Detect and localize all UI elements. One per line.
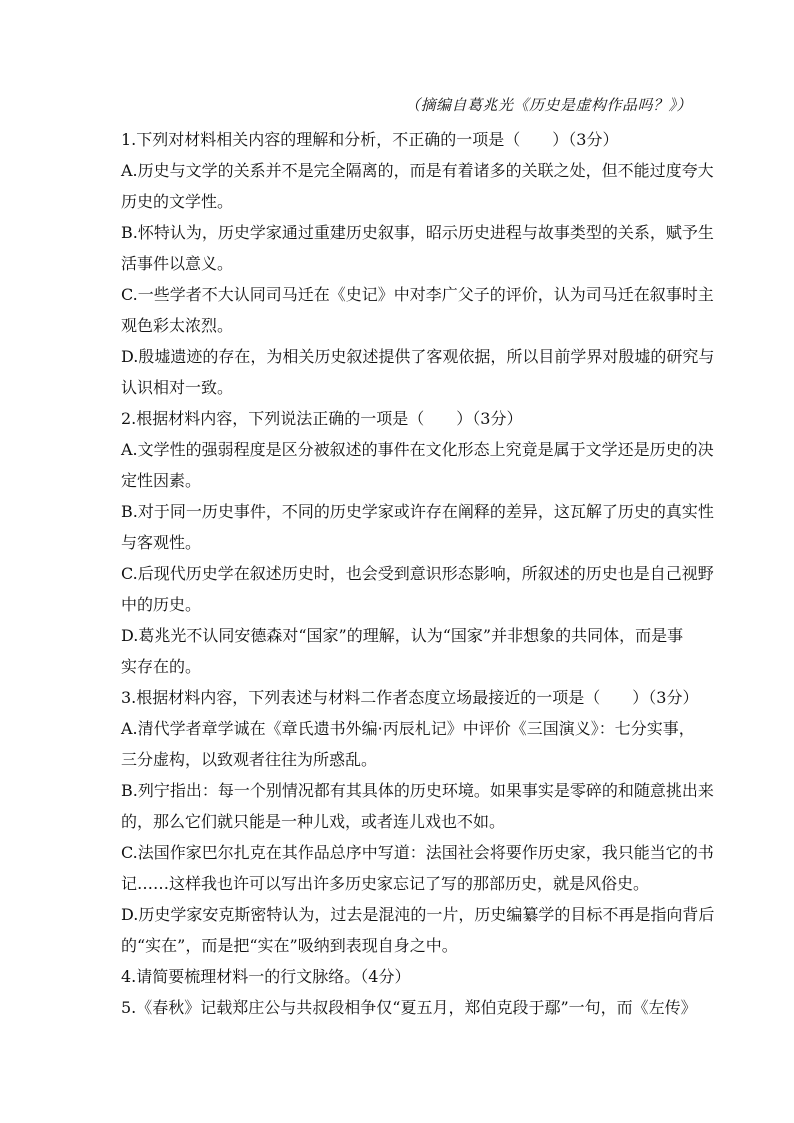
text-line: 5.《春秋》记载郑庄公与共叔段相争仅“夏五月，郑伯克段于鄢”一句，而《左传》 xyxy=(121,998,697,1017)
text-line: 中的历史。 xyxy=(121,595,202,614)
text-line: 三分虚构，以致观者往往为所惑乱。 xyxy=(121,750,378,769)
text-line: D.历史学家安克斯密特认为，过去是混沌的一片，历史编纂学的目标不再是指向背后 xyxy=(121,905,715,924)
text-line: 观色彩太浓烈。 xyxy=(121,316,234,335)
text-line: 历史的文学性。 xyxy=(121,192,234,211)
text-line: 4.请简要梳理材料一的行文脉络。（4分） xyxy=(121,967,411,986)
text-line: A.历史与文学的关系并不是完全隔离的，而是有着诸多的关联之处，但不能过度夸大 xyxy=(121,161,714,180)
source-attribution: （摘编自葛兆光《历史是虚构作品吗？》） xyxy=(404,96,692,114)
text-line: 认识相对一致。 xyxy=(121,378,234,397)
text-line: 2.根据材料内容，下列说法正确的一项是（ ）（3分） xyxy=(121,409,523,428)
text-line: 的，那么它们就只能是一种儿戏，或者连儿戏也不如。 xyxy=(121,812,506,831)
text-line: B.列宁指出：每一个别情况都有其具体的历史环境。如果事实是零碎的和随意挑出来 xyxy=(121,781,714,800)
text-line: C.一些学者不大认同司马迁在《史记》中对李广父子的评价，认为司马迁在叙事时主 xyxy=(121,285,714,304)
text-line: 定性因素。 xyxy=(121,471,202,490)
text-line: C.法国作家巴尔扎克在其作品总序中写道：法国社会将要作历史家，我只能当它的书 xyxy=(121,843,714,862)
text-line: D.殷墟遗迹的存在，为相关历史叙述提供了客观依据，所以目前学界对殷墟的研究与 xyxy=(121,347,715,366)
text-line: 的“实在”，而是把“实在”吸纳到表现自身之中。 xyxy=(121,936,458,955)
question-text-block xyxy=(121,124,715,1023)
text-line: 实存在的。 xyxy=(121,657,202,676)
text-line: C.后现代历史学在叙述历史时，也会受到意识形态影响，所叙述的历史也是自己视野 xyxy=(121,564,714,583)
text-line: D.葛兆光不认同安德森对“国家”的理解，认为“国家”并非想象的共同体，而是事 xyxy=(121,626,684,645)
text-line: A.文学性的强弱程度是区分被叙述的事件在文化形态上究竟是属于文学还是历史的决 xyxy=(121,440,714,459)
text-line: B.怀特认为，历史学家通过重建历史叙事，昭示历史进程与故事类型的关系，赋予生 xyxy=(121,223,714,242)
text-line: B.对于同一历史事件，不同的历史学家或许存在阐释的差异，这瓦解了历史的真实性 xyxy=(121,502,714,521)
text-line: A.清代学者章学诚在《章氏遗书外编·丙辰札记》中评价《三国演义》：七分实事， xyxy=(121,719,695,738)
text-line: 与客观性。 xyxy=(121,533,202,552)
text-line: 1.下列对材料相关内容的理解和分析，不正确的一项是（ ）（3分） xyxy=(121,130,619,149)
text-line: 3.根据材料内容，下列表述与材料二作者态度立场最接近的一项是（ ）（3分） xyxy=(121,688,699,707)
text-line: 活事件以意义。 xyxy=(121,254,234,273)
text-line: 记……这样我也许可以写出许多历史家忘记了写的那部历史，就是风俗史。 xyxy=(121,874,650,893)
